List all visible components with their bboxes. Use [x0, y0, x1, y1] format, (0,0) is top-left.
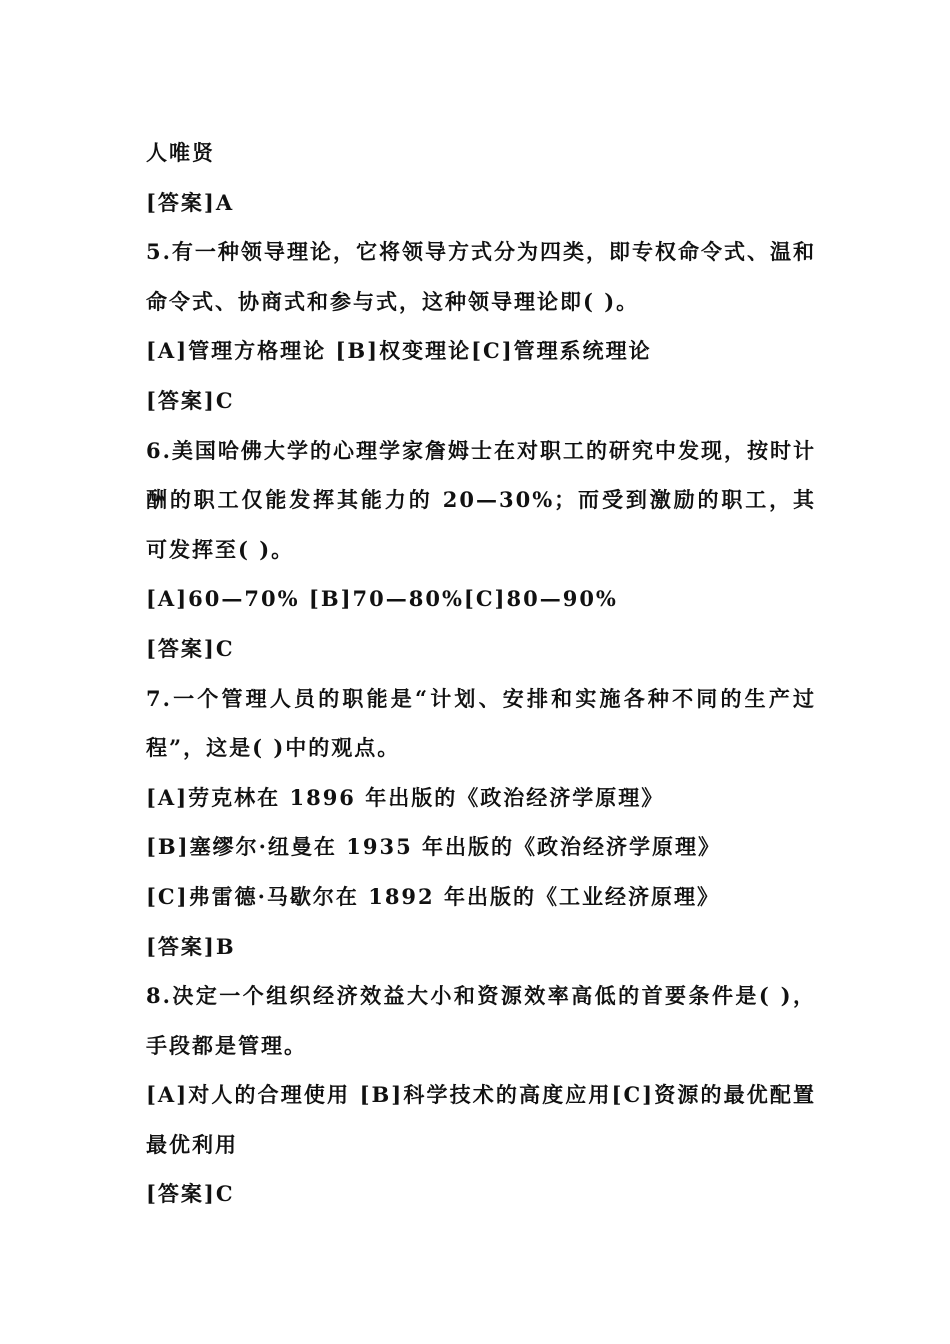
question-7-line-1: 7.一个管理人员的职能是“计划、安排和实施各种不同的生产过 [146, 685, 816, 711]
question-7-option-a: [A]劳克林在 1896 年出版的《政治经济学原理》 [146, 784, 665, 810]
question-7-line-2: 程”，这是( )中的观点。 [146, 735, 401, 761]
question-8-line-1: 8.决定一个组织经济效益大小和资源效率高低的首要条件是( )， [146, 983, 816, 1009]
answer-line: [答案]A [146, 189, 235, 215]
question-8-options: [A]对人的合理使用 [B]科学技术的高度应用[C]资源的最优配置 [146, 1082, 816, 1108]
question-6-line-2: 酬的职工仅能发挥其能力的 20—30%；而受到激励的职工，其 [146, 487, 816, 513]
question-5-options: [A]管理方格理论 [B]权变理论[C]管理系统理论 [146, 338, 652, 364]
question-5-line-2: 命令式、协商式和参与式，这种领导理论即( )。 [146, 288, 640, 314]
question-8-line-2: 手段都是管理。 [146, 1032, 307, 1058]
question-6-line-1: 6.美国哈佛大学的心理学家詹姆士在对职工的研究中发现，按时计 [146, 437, 816, 463]
document-body [146, 128, 816, 1219]
question-7-option-c: [C]弗雷德·马歇尔在 1892 年出版的《工业经济原理》 [146, 883, 720, 909]
answer-line: [答案]C [146, 387, 235, 413]
question-7-option-b: [B]塞缪尔·纽曼在 1935 年出版的《政治经济学原理》 [146, 834, 722, 860]
answer-line: [答案]C [146, 1181, 235, 1207]
text-line: 人唯贤 [146, 140, 215, 165]
question-5-line-1: 5.有一种领导理论，它将领导方式分为四类，即专权命令式、温和 [146, 239, 816, 265]
answer-line: [答案]C [146, 635, 235, 661]
question-8-options-cont: 最优利用 [146, 1131, 238, 1157]
answer-line: [答案]B [146, 933, 236, 959]
question-6-options: [A]60—70% [B]70—80%[C]80—90% [146, 586, 618, 612]
question-6-line-3: 可发挥至( )。 [146, 536, 295, 562]
